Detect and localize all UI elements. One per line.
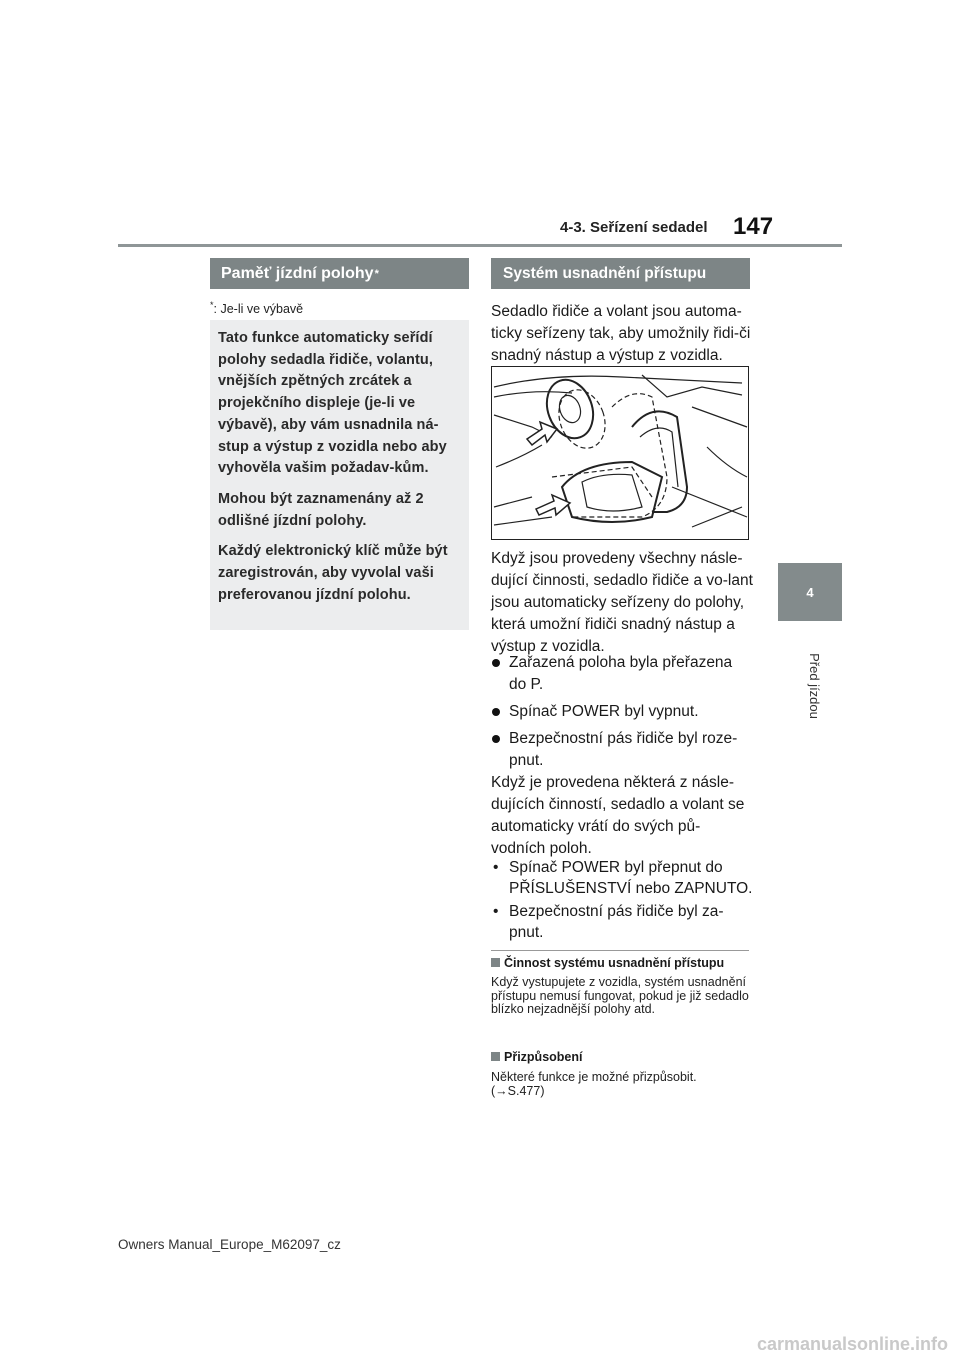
manual-id: Owners Manual_Europe_M62097_cz [118, 1237, 341, 1252]
condition-list [491, 652, 753, 777]
return-paragraph: Když je provedena některá z násle-dujících činností, sedadlo a volant se automaticky vrátí do svých pů-vodních poloh. [491, 774, 745, 857]
square-bullet-icon [491, 1052, 500, 1061]
section-title: 4-3. Seřízení sedadel [560, 219, 708, 236]
bullet-icon [492, 659, 500, 667]
list-item [491, 901, 753, 943]
note-text: Některé funkce je možné přizpůsobit. (→S.477) [491, 1070, 697, 1098]
note-title [491, 1050, 582, 1064]
info-paragraph: Tato funkce automaticky seřídí polohy sedadla řidiče, volantu, vnějších zpětných zrcátek a projekčního displeje (je-li ve výbavě), aby vám usnadnila ná-stup a výstup z vozidla nebo aby vyhověla vašim požadav-kům. [218, 330, 447, 477]
list-item [491, 857, 753, 899]
chapter-tab [778, 563, 842, 621]
note-title [491, 956, 724, 970]
heading-asterisk: * [374, 267, 379, 280]
seat-drawing [492, 367, 748, 539]
list-item [491, 701, 753, 723]
memory-heading-text: Paměť jízdní polohy [221, 264, 374, 282]
list-item [491, 652, 753, 696]
footnote-asterisk: * [210, 300, 214, 310]
seat-illustration [491, 366, 749, 540]
list-item-text: Zařazená poloha byla přeřazena do P. [509, 654, 733, 693]
chapter-label: Před jízdou [807, 653, 822, 719]
bullet-char: • [493, 859, 499, 876]
memory-info-box [210, 320, 469, 630]
page-number: 147 [733, 213, 774, 240]
intro-paragraph: Sedadlo řidiče a volant jsou automa-ticky seřízeny tak, aby umožnily řidi-či snadný nástup a výstup z vozidla. [491, 303, 751, 364]
bullet-char: • [493, 903, 499, 920]
condition-paragraph: Když jsou provedeny všechny násle-dující činnosti, sedadlo řidiče a vo-lant jsou automaticky seřízeny do polohy, která umožní řidiči snadný nástup a výstup z vozidla. [491, 550, 753, 655]
list-item-text: Bezpečnostní pás řidiče byl za-pnut. [509, 903, 724, 941]
header-rule [118, 244, 842, 247]
easy-access-heading: Systém usnadnění přístupu [491, 258, 750, 289]
list-item [491, 728, 753, 772]
note-text: Když vystupujete z vozidla, systém usnadnění přístupu nemusí fungovat, pokud je již sedadlo blízko nejzadnější polohy atd. [491, 975, 749, 1016]
list-item-text: Bezpečnostní pás řidiče byl roze-pnut. [509, 730, 738, 769]
bullet-icon [492, 708, 500, 716]
watermark: carmanualsonline.info [756, 1334, 948, 1354]
note-divider [491, 950, 749, 951]
note-title-text: Přizpůsobení [504, 1050, 583, 1064]
info-paragraph: Mohou být zaznamenány až 2 odlišné jízdní polohy. [218, 490, 424, 529]
footnote [210, 300, 303, 316]
note-title-text: Činnost systému usnadnění přístupu [504, 956, 725, 970]
chapter-number: 4 [806, 584, 814, 600]
list-item-text: Spínač POWER byl přepnut do PŘÍSLUŠENSTVÍ nebo ZAPNUTO. [509, 859, 753, 897]
info-paragraph: Každý elektronický klíč může být zaregistrován, aby vyvolal vaši preferovanou jízdní polohu. [218, 543, 448, 603]
return-list [491, 857, 753, 945]
memory-heading [210, 258, 469, 289]
footnote-text: : Je-li ve výbavě [213, 302, 304, 317]
list-item-text: Spínač POWER byl vypnut. [509, 703, 699, 720]
bullet-icon [492, 735, 500, 743]
square-bullet-icon [491, 958, 500, 967]
